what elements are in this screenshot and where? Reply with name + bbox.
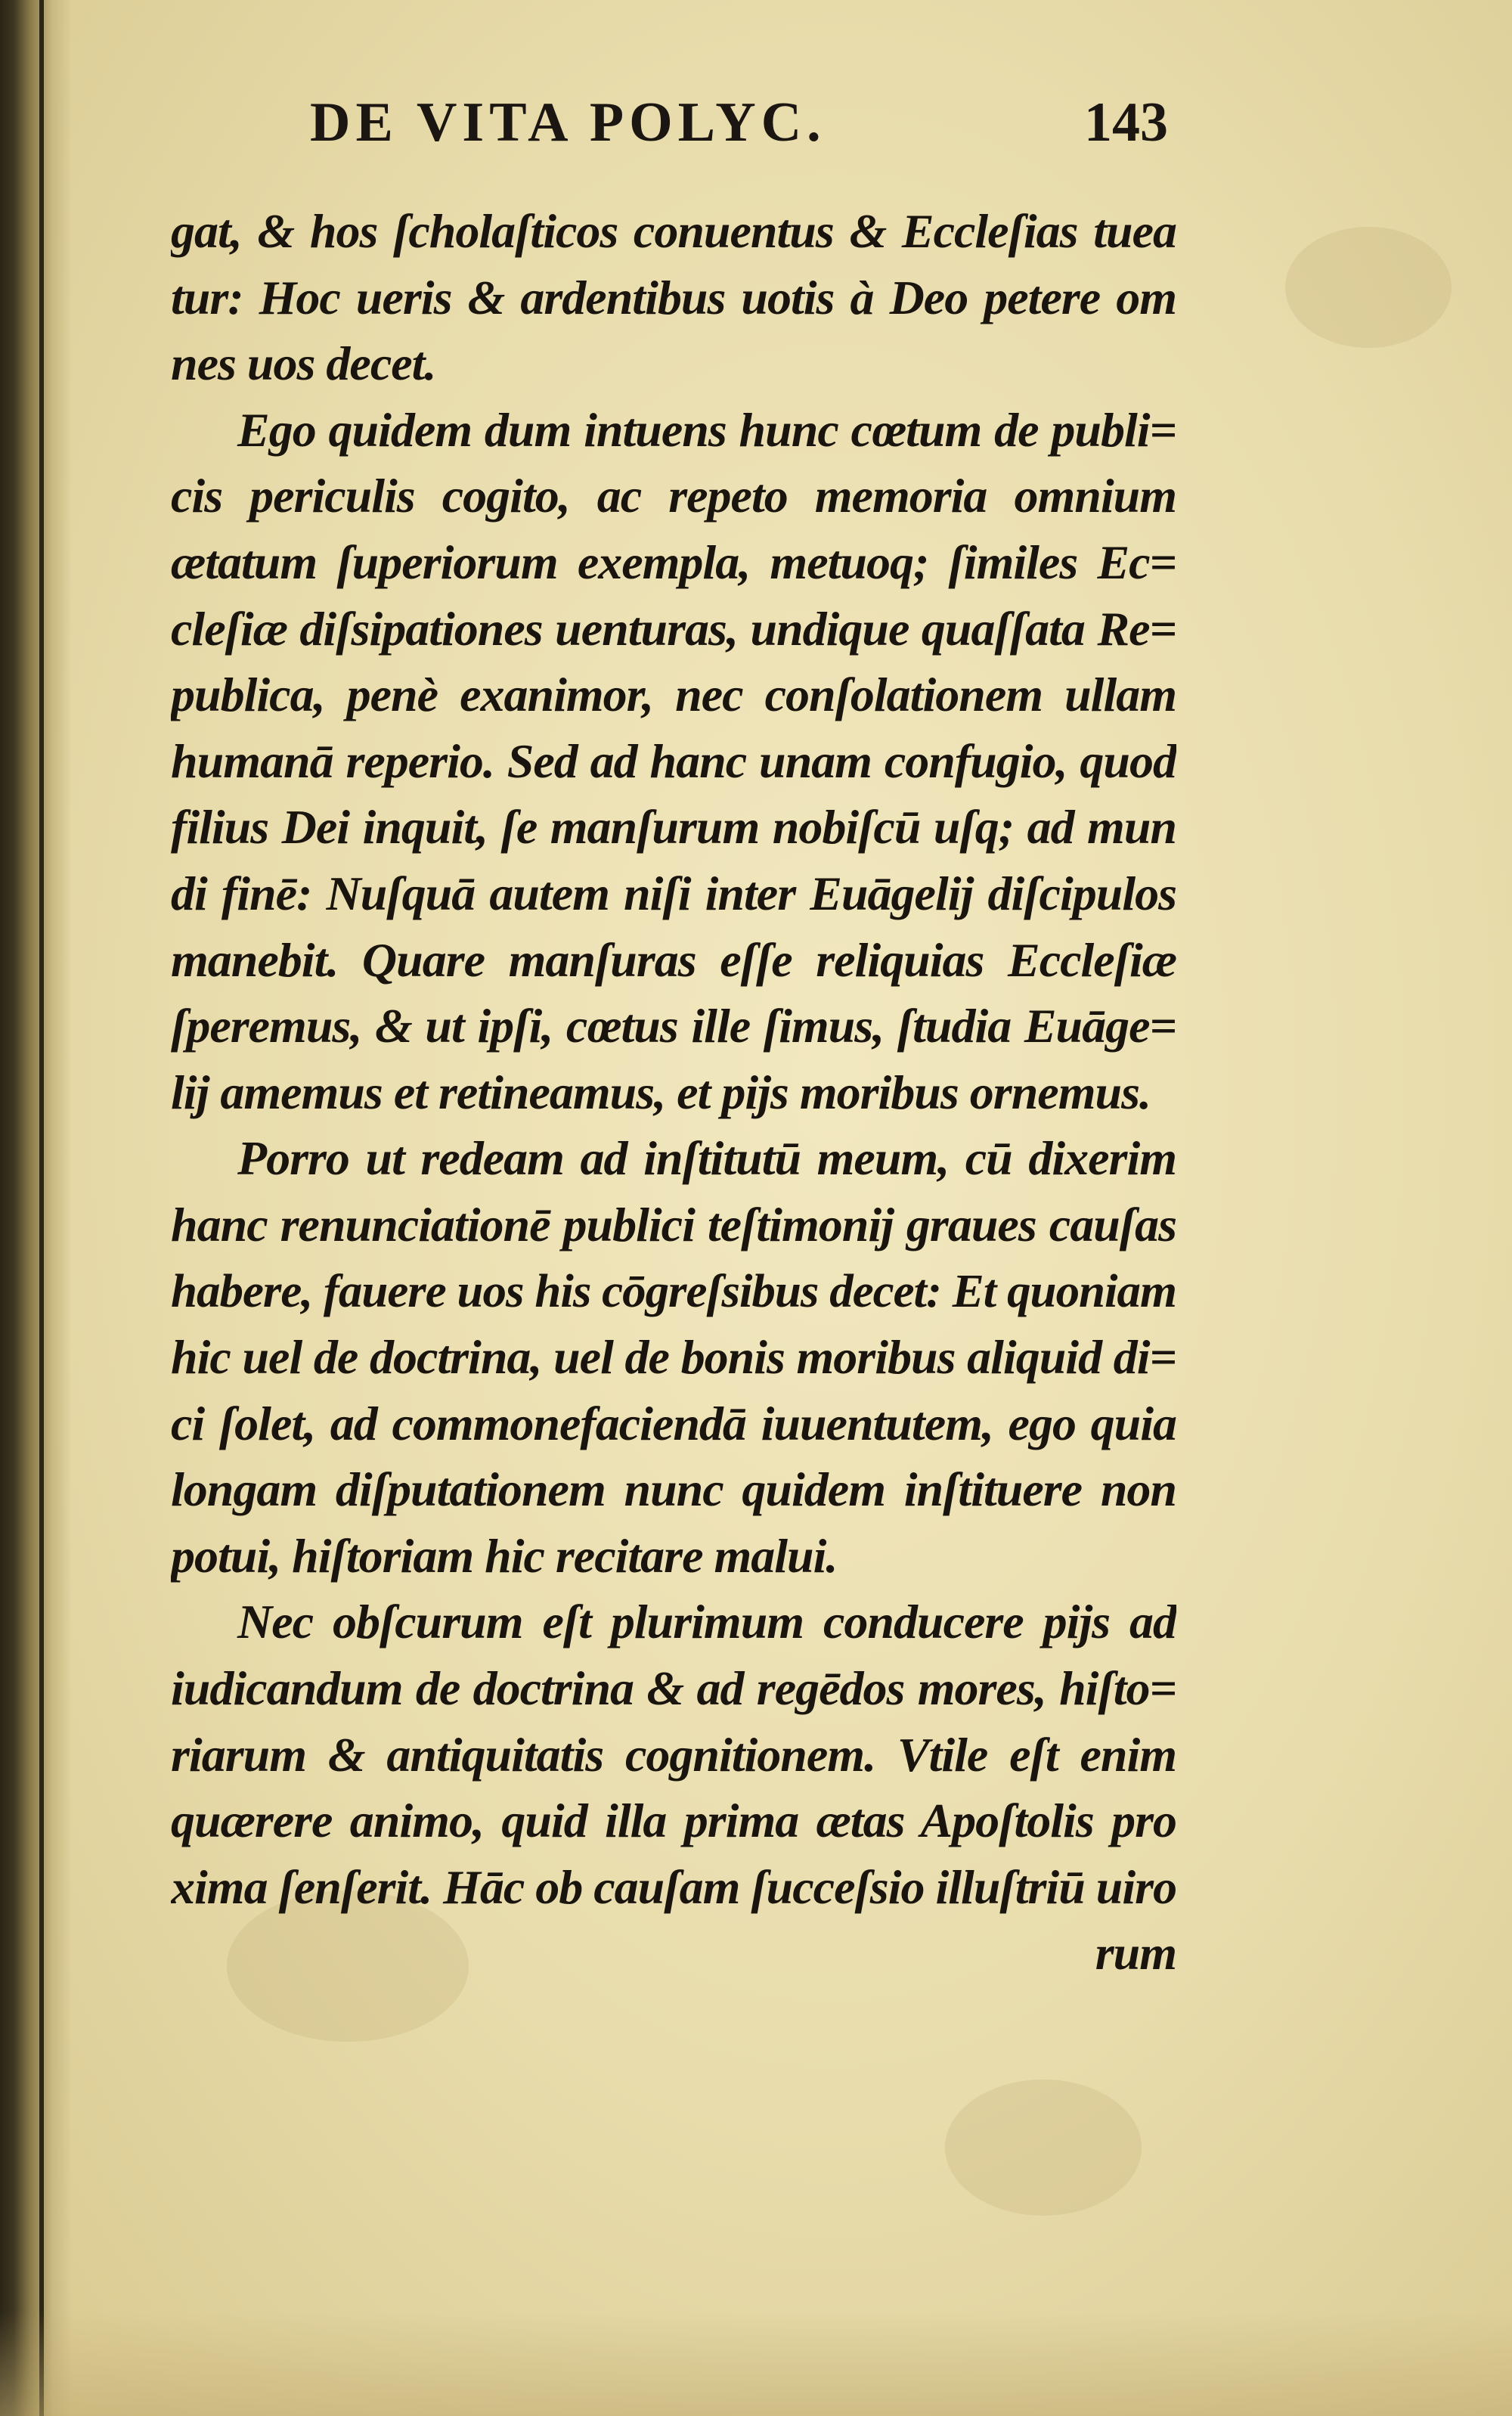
text-line: cis periculis cogito, ac repeto memoria omnium — [171, 469, 1176, 523]
text-line: humanā reperio. Sed ad hanc unam confugio, quod — [171, 733, 1176, 788]
page-number: 143 — [1084, 91, 1168, 154]
text-line: xima ſenſerit. Hāc ob cauſam ſucceſsio illuſtriū uiro — [171, 1859, 1176, 1914]
paragraph-start-line: Nec obſcurum eſt plurimum conducere pijs ad — [237, 1595, 1176, 1649]
text-line: ætatum ſuperiorum exempla, metuoq; ſimiles Ec= — [171, 535, 1176, 589]
paper-stain — [945, 2079, 1142, 2216]
text-line: ci ſolet, ad commonefaciendā iuuentutem, ego quia — [171, 1396, 1176, 1450]
body-text — [171, 198, 1176, 1986]
page-header — [310, 91, 1168, 174]
running-head: DE VITA POLYC. — [310, 91, 826, 154]
text-line: filius Dei inquit, ſe manſurum nobiſcū uſq; ad mun — [171, 800, 1176, 854]
text-line: gat, & hos ſcholaſticos conuentus & Eccleſias tuea — [171, 204, 1176, 258]
text-line: habere, fauere uos his cōgreſsibus decet: Et quoniam — [171, 1264, 1176, 1317]
text-line: lij amemus et retineamus, et pijs moribus ornemus. — [171, 1065, 1151, 1119]
text-line: quærere animo, quid illa prima ætas Apoſtolis pro — [171, 1794, 1176, 1848]
paragraph-start-line: Porro ut redeam ad inſtitutū meum, cū dixerim — [237, 1131, 1176, 1186]
text-line: riarum & antiquitatis cognitionem. Vtile eſt enim — [171, 1727, 1176, 1782]
text-line: ſperemus, & ut ipſi, cœtus ille ſimus, ſtudia Euāge= — [171, 999, 1176, 1053]
text-line: potui, hiſtoriam hic recitare malui. — [171, 1528, 838, 1583]
text-line: cleſiæ diſsipationes uenturas, undique quaſſata Re= — [171, 601, 1176, 656]
text-line: nes uos decet. — [171, 337, 436, 391]
text-line: tur: Hoc ueris & ardentibus uotis à Deo petere om — [171, 270, 1176, 324]
text-line: di finē: Nuſquā autem niſi inter Euāgelij diſcipulos — [171, 866, 1176, 920]
text-line: manebit. Quare manſuras eſſe reliquias Eccleſiæ — [171, 932, 1176, 987]
paper-stain — [1285, 227, 1452, 348]
text-line: publica, penè exanimor, nec conſolationem ullam — [171, 668, 1176, 722]
text-line: iudicandum de doctrina & ad regēdos mores, hiſto= — [171, 1661, 1176, 1716]
text-line: hanc renunciationē publici teſtimonij graues cauſas — [171, 1197, 1176, 1251]
text-line: longam diſputationem nunc quidem inſtituere non — [171, 1462, 1176, 1517]
gutter-edge — [39, 0, 44, 2416]
text-line: hic uel de doctrina, uel de bonis moribus aliquid di= — [171, 1330, 1176, 1385]
paragraph-start-line: Ego quidem dum intuens hunc cœtum de publi= — [237, 402, 1176, 457]
binding-gutter — [0, 0, 72, 2416]
catchword: rum — [1095, 1926, 1176, 1980]
page-shadow — [0, 2310, 1512, 2416]
